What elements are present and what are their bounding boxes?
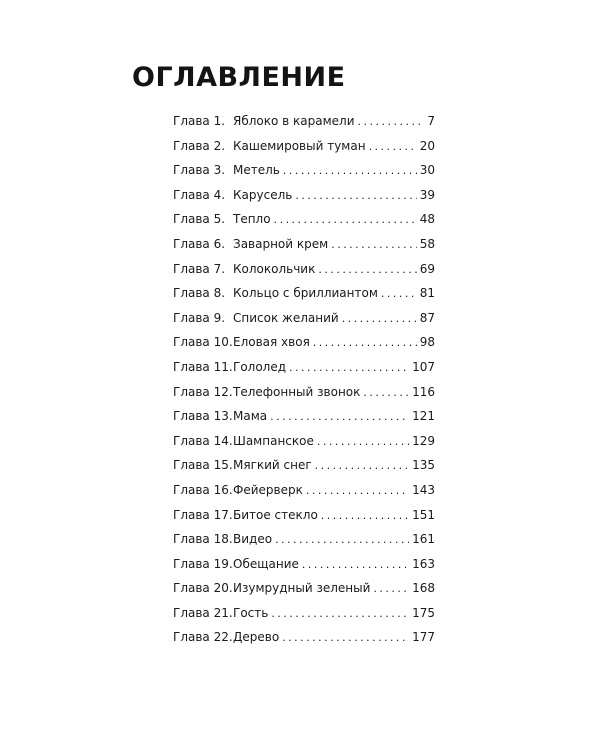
chapter-number: Глава 6. <box>173 236 226 251</box>
chapter-title: Еловая хвоя <box>233 335 310 350</box>
chapter-number: Глава 18. <box>173 532 233 547</box>
chapter-number: Глава 14. <box>173 433 233 448</box>
dot-leader <box>275 528 409 553</box>
page-title: ОГЛАВЛЕНИЕ <box>132 62 346 93</box>
chapter-title: Гололед <box>233 359 287 374</box>
toc-entry[interactable] <box>173 355 435 380</box>
dot-leader <box>271 602 409 627</box>
toc-entry[interactable] <box>173 552 435 577</box>
chapter-number: Глава 16. <box>173 482 233 497</box>
toc-entry[interactable] <box>173 281 435 306</box>
chapter-title: Мама <box>233 409 268 424</box>
page-number: 161 <box>412 532 435 547</box>
toc-entry[interactable] <box>173 625 435 650</box>
chapter-title: Обещание <box>233 556 299 571</box>
chapter-number: Глава 2. <box>173 138 226 153</box>
page-number: 58 <box>419 236 435 251</box>
page-number: 175 <box>412 605 435 620</box>
chapter-number: Глава 11. <box>173 359 233 374</box>
dot-leader <box>306 479 409 504</box>
toc-entry[interactable] <box>173 503 435 528</box>
toc-entry[interactable] <box>173 404 435 429</box>
dot-leader <box>318 258 416 283</box>
page-number: 20 <box>419 138 435 153</box>
page-number: 177 <box>412 630 435 645</box>
chapter-title: Список желаний <box>233 310 339 325</box>
chapter-number: Глава 10. <box>173 335 233 350</box>
page-number: 121 <box>412 409 435 424</box>
chapter-title: Кашемировый туман <box>233 138 366 153</box>
toc-entry[interactable] <box>173 158 435 183</box>
chapter-title: Дерево <box>233 630 280 645</box>
toc-entry[interactable] <box>173 576 435 601</box>
chapter-title: Фейерверк <box>233 482 303 497</box>
dot-leader <box>321 504 409 529</box>
page-number: 116 <box>412 384 435 399</box>
toc-entry[interactable] <box>173 453 435 478</box>
toc-entry[interactable] <box>173 109 435 134</box>
dot-leader <box>331 233 417 258</box>
page-number: 7 <box>427 114 435 128</box>
chapter-title: Видео <box>233 532 273 547</box>
page-number: 87 <box>419 310 435 325</box>
toc-entry[interactable] <box>173 527 435 552</box>
dot-leader <box>274 208 417 233</box>
dot-leader <box>369 135 417 160</box>
toc-entry[interactable] <box>173 306 435 331</box>
toc-entry[interactable] <box>173 134 435 159</box>
page-number: 39 <box>419 187 435 202</box>
chapter-title: Телефонный звонок <box>233 384 361 399</box>
dot-leader <box>270 405 409 430</box>
page-number: 69 <box>419 261 435 276</box>
toc-entry[interactable] <box>173 183 435 208</box>
dot-leader <box>315 454 409 479</box>
page-number: 135 <box>412 458 435 473</box>
chapter-number: Глава 9. <box>173 310 226 325</box>
toc-entry[interactable] <box>173 207 435 232</box>
dot-leader <box>363 381 409 406</box>
toc-entry[interactable] <box>173 232 435 257</box>
dot-leader <box>381 282 417 307</box>
chapter-number: Глава 7. <box>173 261 226 276</box>
toc-entry[interactable] <box>173 601 435 626</box>
page-number: 48 <box>419 212 435 227</box>
page-number: 81 <box>419 286 435 301</box>
page-number: 30 <box>419 163 435 178</box>
chapter-title: Метель <box>233 163 280 178</box>
chapter-title: Колокольчик <box>233 261 316 276</box>
chapter-number: Глава 8. <box>173 286 226 301</box>
toc-entry[interactable] <box>173 478 435 503</box>
chapter-number: Глава 1. <box>173 114 226 128</box>
toc-entry[interactable] <box>173 330 435 355</box>
dot-leader <box>317 430 409 455</box>
chapter-number: Глава 5. <box>173 212 226 227</box>
dot-leader <box>283 159 417 184</box>
page-number: 163 <box>412 556 435 571</box>
chapter-number: Глава 20. <box>173 581 233 596</box>
chapter-title: Тепло <box>233 212 271 227</box>
chapter-title: Гость <box>233 605 269 620</box>
chapter-title: Шампанское <box>233 433 314 448</box>
chapter-title: Кольцо с бриллиантом <box>233 286 378 301</box>
page-number: 98 <box>419 335 435 350</box>
dot-leader <box>342 307 417 332</box>
chapter-number: Глава 3. <box>173 163 226 178</box>
chapter-title: Битое стекло <box>233 507 318 522</box>
chapter-number: Глава 22. <box>173 630 233 645</box>
chapter-number: Глава 15. <box>173 458 233 473</box>
chapter-title: Карусель <box>233 187 293 202</box>
chapter-number: Глава 12. <box>173 384 233 399</box>
dot-leader <box>295 184 416 209</box>
chapter-title: Заварной крем <box>233 236 329 251</box>
dot-leader <box>373 577 409 602</box>
chapter-number: Глава 17. <box>173 507 233 522</box>
page-number: 151 <box>412 507 435 522</box>
chapter-number: Глава 21. <box>173 605 233 620</box>
dot-leader <box>289 356 409 381</box>
table-of-contents <box>173 109 435 650</box>
dot-leader <box>282 626 409 651</box>
chapter-title: Яблоко в карамели <box>233 114 355 128</box>
chapter-number: Глава 4. <box>173 187 226 202</box>
chapter-number: Глава 19. <box>173 556 233 571</box>
chapter-number: Глава 13. <box>173 409 233 424</box>
page-number: 168 <box>412 581 435 596</box>
page-number: 129 <box>412 433 435 448</box>
page-number: 107 <box>412 359 435 374</box>
dot-leader <box>313 331 417 356</box>
toc-entry[interactable] <box>173 257 435 282</box>
chapter-title: Изумрудный зеленый <box>233 581 371 596</box>
toc-entry[interactable] <box>173 429 435 454</box>
dot-leader <box>302 553 409 578</box>
page-number: 143 <box>412 482 435 497</box>
toc-entry[interactable] <box>173 380 435 405</box>
chapter-title: Мягкий снег <box>233 458 312 473</box>
dot-leader <box>358 110 425 135</box>
